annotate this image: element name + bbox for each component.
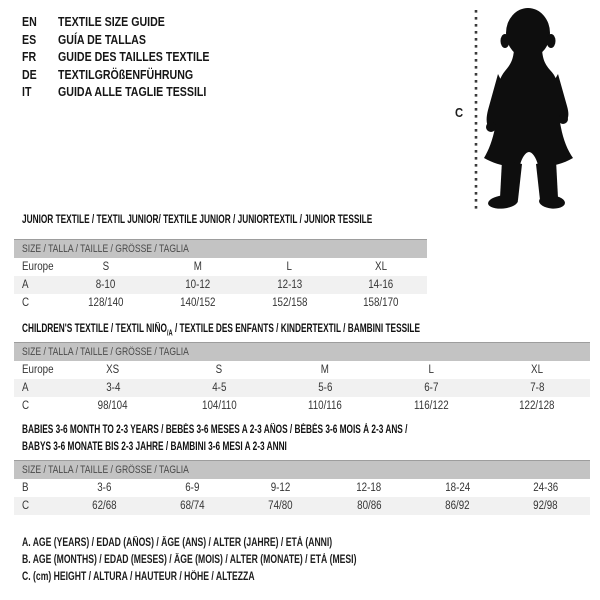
size-cell bbox=[378, 361, 484, 379]
language-row bbox=[22, 32, 442, 50]
table-header-text: SIZE / TALLA / TAILLE / GRÖSSE / TAGLIA bbox=[22, 346, 189, 358]
table-header-text: SIZE / TALLA / TAILLE / GRÖSSE / TAGLIA bbox=[22, 464, 189, 476]
size-cell bbox=[237, 497, 325, 515]
size-cell-text: 158/170 bbox=[363, 297, 399, 309]
size-cell-text: 104/110 bbox=[201, 400, 237, 412]
row-label-text: A bbox=[22, 382, 29, 394]
size-cell bbox=[166, 361, 272, 379]
table-header-bar bbox=[14, 239, 427, 258]
size-cell-text: M bbox=[320, 364, 330, 376]
row-label bbox=[14, 276, 60, 294]
table-header-bar bbox=[14, 342, 590, 361]
table-row bbox=[14, 361, 590, 379]
size-cell bbox=[272, 379, 378, 397]
size-cell bbox=[484, 397, 590, 415]
language-code: DE bbox=[22, 67, 37, 82]
row-label-text: B bbox=[22, 482, 29, 494]
language-title-text: TEXTILGRÖßENFÜHRUNG bbox=[58, 67, 194, 82]
size-cell-text: M bbox=[193, 261, 202, 273]
size-cell-text: 10-12 bbox=[185, 279, 211, 291]
size-cell-text: 92/98 bbox=[533, 500, 559, 512]
size-cell-text: 24-36 bbox=[533, 482, 559, 494]
row-label-text: C bbox=[22, 400, 30, 412]
size-cell-text: 7-8 bbox=[529, 382, 545, 394]
size-cell-text: 8-10 bbox=[96, 279, 116, 291]
footnote-line bbox=[22, 569, 468, 586]
section-junior-title bbox=[22, 212, 508, 229]
size-cell-text: 116/122 bbox=[413, 400, 449, 412]
row-label-text: A bbox=[22, 279, 29, 291]
size-cell-text: 12-13 bbox=[276, 279, 302, 291]
measure-label-c: C bbox=[455, 106, 464, 120]
language-code: EN bbox=[22, 15, 37, 29]
language-title-list bbox=[22, 14, 442, 102]
section-title-line bbox=[22, 439, 557, 456]
babies-size-table bbox=[14, 460, 590, 515]
size-cell-text: 152/158 bbox=[271, 297, 308, 309]
size-cell-text: S bbox=[215, 364, 223, 376]
section-title-line bbox=[22, 422, 557, 439]
row-label bbox=[14, 497, 60, 515]
language-title-text: TEXTILE SIZE GUIDE bbox=[58, 15, 165, 29]
size-cell bbox=[148, 479, 236, 497]
section-title-text: JUNIOR TEXTILE / TEXTIL JUNIOR/ TEXTILE JUNIOR / JUNIORTEXTIL / JUNIOR TESSILE bbox=[22, 214, 373, 226]
size-cell-text: 98/104 bbox=[98, 400, 128, 412]
language-code: IT bbox=[22, 85, 32, 99]
section-title-line bbox=[22, 212, 508, 229]
size-cell bbox=[60, 276, 152, 294]
size-cell bbox=[244, 276, 336, 294]
size-cell bbox=[152, 294, 244, 312]
size-cell bbox=[378, 379, 484, 397]
junior-size-table bbox=[14, 239, 427, 312]
size-cell bbox=[413, 479, 501, 497]
row-label-text: C bbox=[22, 500, 30, 512]
size-cell bbox=[244, 258, 336, 276]
size-cell-text: S bbox=[102, 261, 110, 273]
section-babies-title bbox=[22, 422, 557, 456]
size-cell-text: 3-6 bbox=[97, 482, 112, 494]
size-cell-text: 14-16 bbox=[368, 279, 394, 291]
section-title-text: BABYS 3-6 MONATE BIS 2-3 JAHRE / BAMBINI 3-6 MESI A 2-3 ANNI bbox=[22, 441, 287, 453]
size-cell bbox=[272, 361, 378, 379]
size-cell-text: 86/92 bbox=[445, 500, 470, 512]
size-cell bbox=[166, 379, 272, 397]
size-cell bbox=[60, 379, 166, 397]
footnote-line bbox=[22, 535, 468, 552]
section-title-text: BABIES 3-6 MONTH TO 2-3 YEARS / BEBÉS 3-6 MESES A 2-3 AÑOS / BÉBÉS 3-6 MOIS À 2-3 ANS / bbox=[22, 424, 408, 436]
size-cell-text: L bbox=[428, 364, 434, 376]
size-cell-text: 6-7 bbox=[423, 382, 439, 394]
size-cell-text: XL bbox=[531, 364, 543, 376]
size-cell bbox=[413, 497, 501, 515]
section-title-line bbox=[22, 321, 575, 338]
language-title-text: GUIDA ALLE TAGLIE TESSILI bbox=[58, 85, 207, 99]
size-cell bbox=[152, 258, 244, 276]
table-header-bar bbox=[14, 460, 590, 479]
size-cell-text: XL bbox=[375, 261, 388, 273]
size-cell bbox=[335, 258, 427, 276]
size-cell bbox=[244, 294, 336, 312]
language-row bbox=[22, 67, 442, 85]
size-cell-text: 68/74 bbox=[180, 500, 205, 512]
row-label bbox=[14, 258, 60, 276]
size-cell-text: 62/68 bbox=[91, 500, 117, 512]
size-cell-text: 80/86 bbox=[356, 500, 382, 512]
size-cell-text: 140/152 bbox=[179, 297, 216, 309]
size-cell-text: L bbox=[286, 261, 293, 273]
size-cell-text: 3-4 bbox=[105, 382, 121, 394]
size-cell bbox=[60, 258, 152, 276]
size-cell bbox=[272, 397, 378, 415]
language-row bbox=[22, 14, 442, 32]
row-label bbox=[14, 379, 60, 397]
row-label-text: Europe bbox=[22, 261, 54, 273]
size-cell-text: 122/128 bbox=[519, 400, 555, 412]
size-cell bbox=[502, 479, 590, 497]
table-row bbox=[14, 258, 427, 276]
language-code: ES bbox=[22, 32, 37, 47]
measure-legend bbox=[22, 535, 468, 586]
size-cell-text: 9-12 bbox=[271, 482, 291, 494]
size-cell bbox=[378, 397, 484, 415]
size-cell bbox=[152, 276, 244, 294]
size-cell bbox=[60, 294, 152, 312]
size-cell-text: 110/116 bbox=[308, 400, 342, 412]
row-label bbox=[14, 479, 60, 497]
size-cell bbox=[237, 479, 325, 497]
size-cell bbox=[484, 379, 590, 397]
size-cell bbox=[60, 397, 166, 415]
size-cell bbox=[148, 497, 236, 515]
row-label-text: Europe bbox=[22, 364, 54, 376]
table-row bbox=[14, 397, 590, 415]
children-size-table bbox=[14, 342, 590, 415]
footnote-line bbox=[22, 552, 468, 569]
footnote-text: A. AGE (YEARS) / EDAD (AÑOS) / ÂGE (ANS) / ALTER (JAHRE) / ETÀ (ANNI) bbox=[22, 537, 333, 549]
size-cell bbox=[335, 276, 427, 294]
baby-silhouette-icon bbox=[480, 6, 578, 214]
size-cell-text: XS bbox=[106, 364, 120, 376]
table-row bbox=[14, 479, 590, 497]
size-cell-text: 12-18 bbox=[356, 482, 382, 494]
section-children-title bbox=[22, 321, 575, 338]
size-cell bbox=[60, 497, 148, 515]
size-cell-text: 5-6 bbox=[317, 382, 333, 394]
height-dashed-line bbox=[473, 8, 479, 212]
table-row bbox=[14, 497, 590, 515]
size-cell bbox=[166, 397, 272, 415]
size-cell-text: 18-24 bbox=[444, 482, 470, 494]
size-cell bbox=[335, 294, 427, 312]
row-label bbox=[14, 361, 60, 379]
table-row bbox=[14, 379, 590, 397]
language-row bbox=[22, 49, 442, 67]
footnote-text: C. (cm) HEIGHT / ALTURA / HAUTEUR / HÖHE / ALTEZZA bbox=[22, 571, 255, 583]
size-cell bbox=[484, 361, 590, 379]
row-label-text: C bbox=[22, 297, 30, 309]
language-code: FR bbox=[22, 50, 37, 64]
language-row bbox=[22, 84, 442, 102]
size-cell bbox=[502, 497, 590, 515]
table-row bbox=[14, 276, 427, 294]
size-cell bbox=[325, 479, 413, 497]
language-title-text: GUIDE DES TAILLES TEXTILE bbox=[58, 50, 210, 64]
size-cell bbox=[60, 361, 166, 379]
row-label bbox=[14, 397, 60, 415]
size-cell bbox=[60, 479, 148, 497]
table-header-text: SIZE / TALLA / TAILLE / GRÖSSE / TAGLIA bbox=[22, 243, 189, 255]
footnote-text: B. AGE (MONTHS) / EDAD (MESES) / ÂGE (MOIS) / ALTER (MONATE) / ETÀ (MESI) bbox=[22, 554, 357, 566]
size-cell bbox=[325, 497, 413, 515]
section-title-text: CHILDREN'S TEXTILE / TEXTIL $NIÑO_{/A}$ / TEXTILE DES ENFANTS / KINDERTEXTIL / BAMBINI TESSILE bbox=[22, 323, 421, 338]
size-cell-text: 128/140 bbox=[88, 297, 124, 309]
row-label bbox=[14, 294, 60, 312]
size-cell-text: 6-9 bbox=[185, 482, 200, 494]
size-cell-text: 74/80 bbox=[268, 500, 294, 512]
size-cell-text: 4-5 bbox=[211, 382, 227, 394]
table-row bbox=[14, 294, 427, 312]
language-title-text: GUÍA DE TALLAS bbox=[58, 32, 146, 47]
